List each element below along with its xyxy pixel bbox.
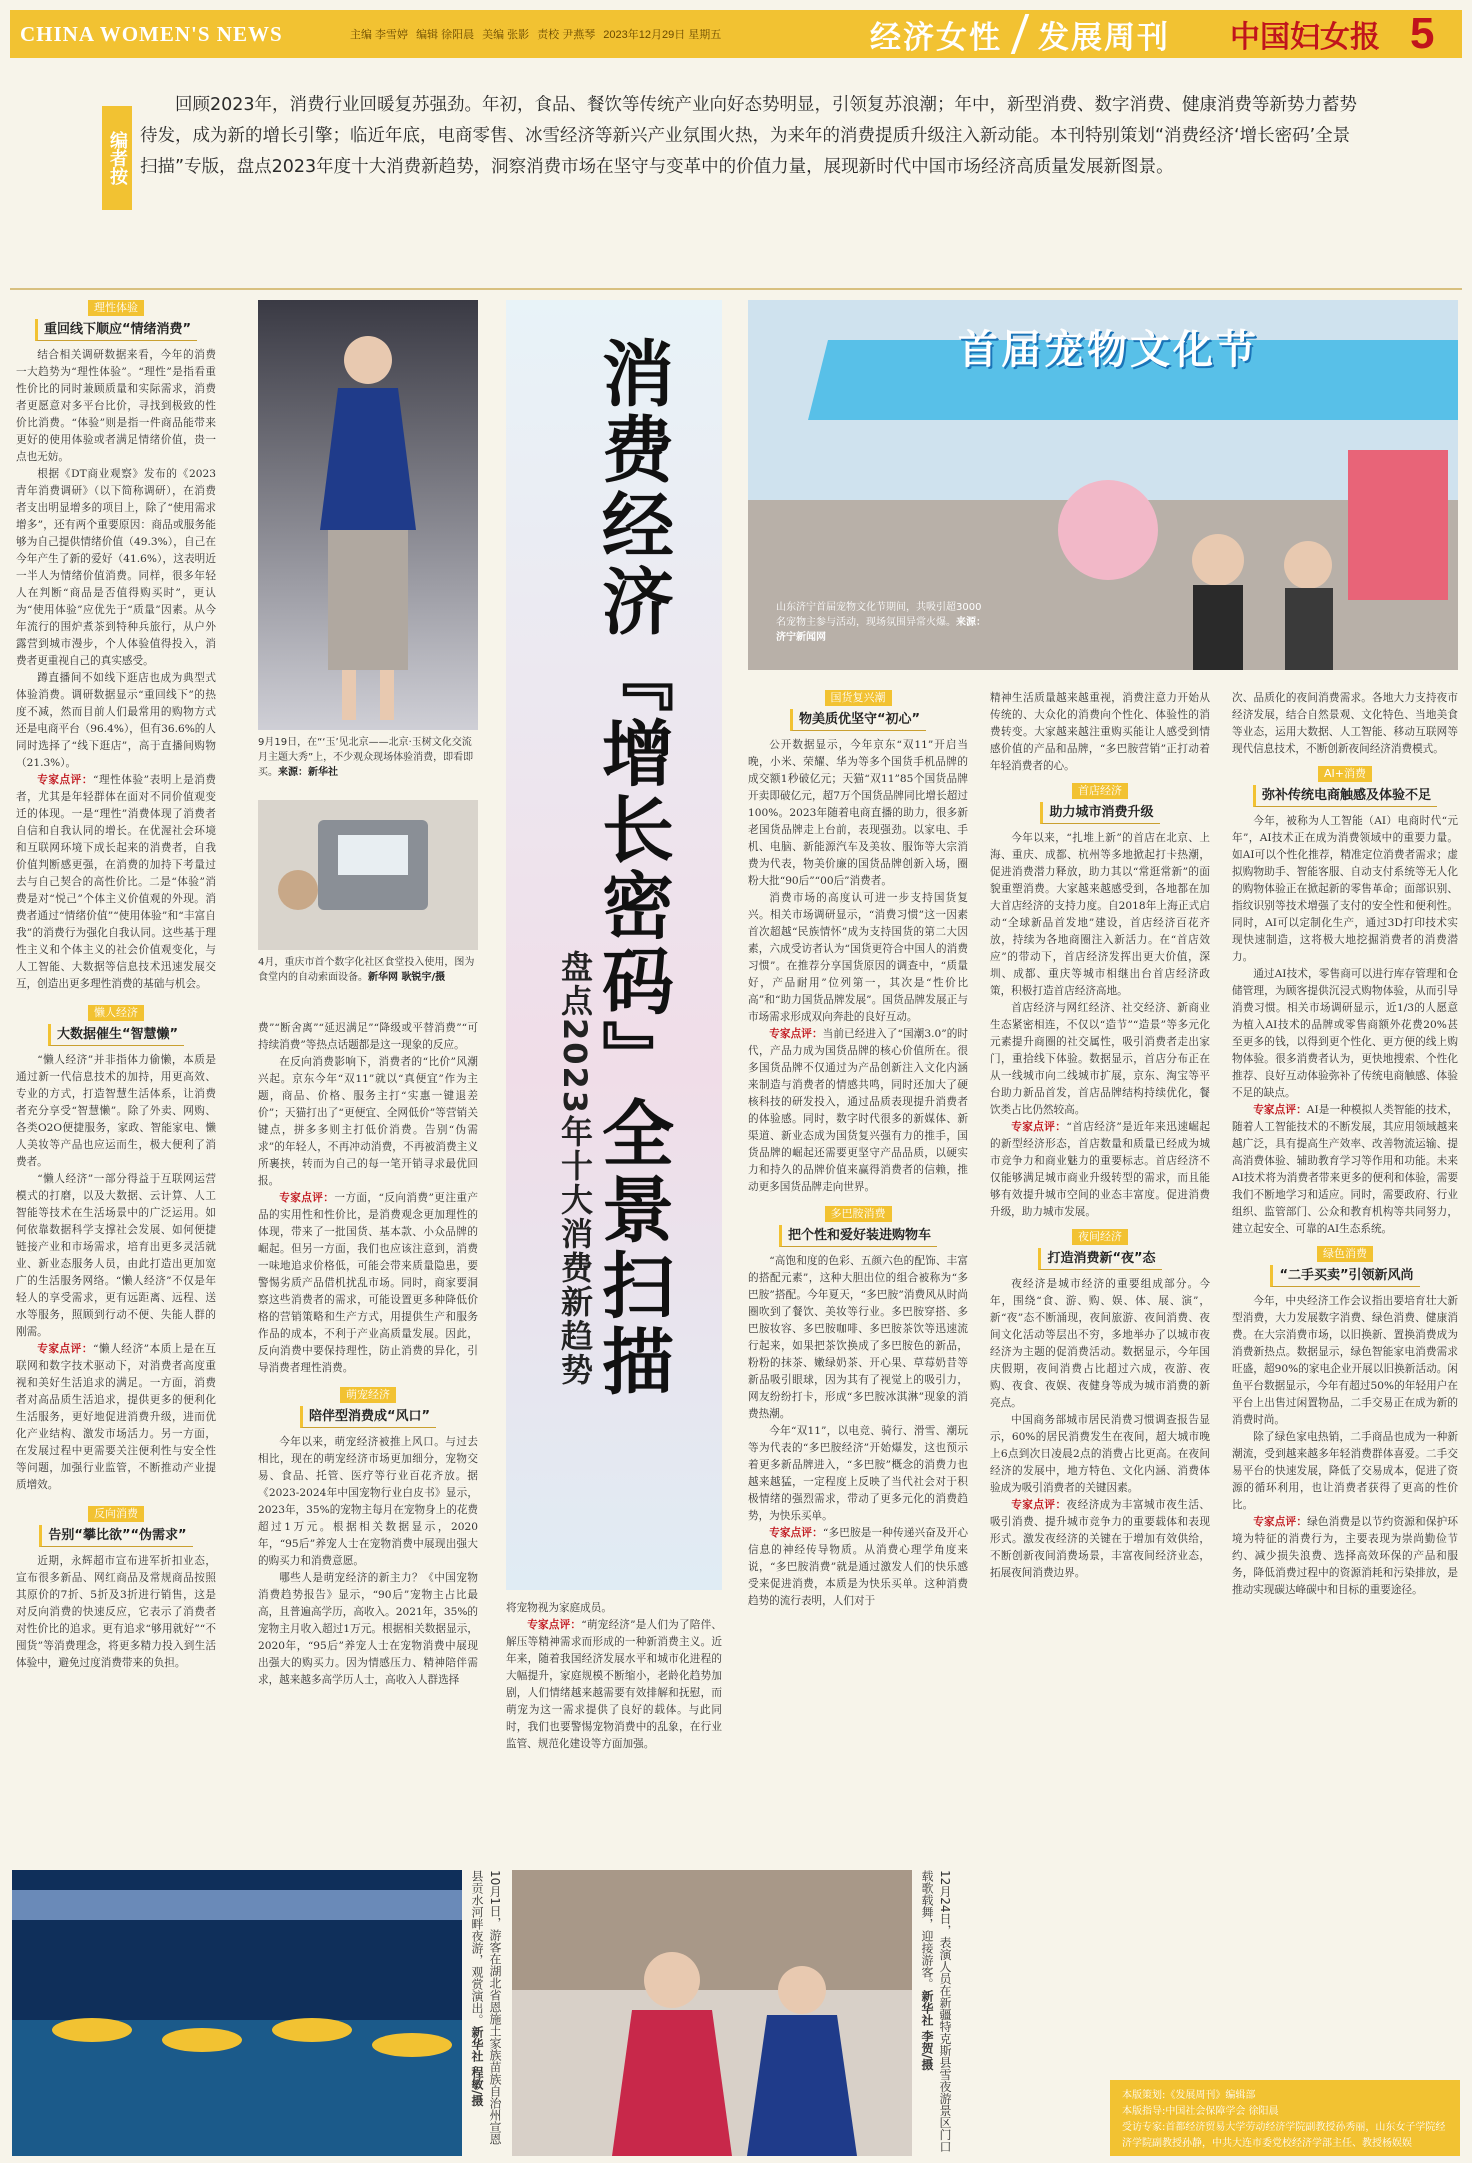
expert-text: “懒人经济”本质上是在互联网和数字技术驱动下，对消费者高度重视和美好生活追求的满足。一方面，消费者对高品质生活追求，提供更多的便利化生活服务，更好地促进消费升级，进而优化产业结构、激发市场活力。另一方面，在发展过程中更需要关注便利性与安全性等问题，加强行业监管，不断推动产业提质增效。 — [16, 1343, 216, 1491]
section-header — [1232, 1246, 1458, 1293]
expert-comment — [748, 1525, 968, 1610]
masthead-meta-item: 主编 李雪婷 — [350, 29, 409, 41]
caption-source: 来源：新华社 — [278, 767, 338, 778]
section-tag: 懒人经济 — [88, 1005, 144, 1021]
section-title: 弥补传统电商触感及体验不足 — [1253, 785, 1437, 807]
section-title: 物美质优坚守“初心” — [790, 709, 926, 731]
section-tag: 多巴胺消费 — [825, 1206, 892, 1222]
article-paragraph: 消费市场的高度认可进一步支持国货复兴。相关市场调研显示，“消费习惯”这一因素首次超越“民族情怀”成为支持国货的第二大因素，六成受访者认为“国货更符合中国人的消费习惯”。在推荐分享国货原因的调查中，“质量好，产品耐用”位列第一，其次是“性价比高”和“助力国货品牌发展”。国货品牌发展正与市场需求形成双向奔赴的良好互动。 — [748, 892, 968, 1023]
expert-comment — [16, 772, 216, 993]
article-paragraph: 首店经济与网红经济、社交经济、新商业生态紧密相连，不仅以“造节”“造景”等多元化元素提升商圈的社交属性，吸引消费者走出家门，重拾线下体验。数据显示，首店分布正在从一线城市向二线城市扩展，京东、淘宝等平台助力新品首发，首店品牌结构持续优化，餐饮类占比仍然较高。 — [990, 1002, 1210, 1116]
article-paragraph: 根据《DT商业观察》发布的《2023青年消费调研》（以下简称调研），在消费者支出明显增多的项目上，除了“使用需求增多”，还有两个重要原因：商品或服务能够为自己提供情绪价值（49.3%），自己在今年产生了新的爱好（41.6%），这表明近一半人为情绪价值消费。同样，很多年轻人在判断“商品是否值得购买时”，更认为“使用体验”应优先于“质量”因素。从今年流行的围炉煮茶到特种兵旅行，从户外露营到城市漫步，个人体验值得投入，消费者更重视自己的真实感受。 — [16, 468, 216, 667]
masthead-english-title: CHINA WOMEN'S NEWS — [20, 21, 283, 46]
section-title: 陪伴型消费成“风口” — [300, 1406, 436, 1428]
canteen-photo — [258, 800, 478, 950]
masthead-section: 经济女性 — [870, 19, 1002, 56]
expert-text: “首店经济”是近年来迅速崛起的新型经济形态，首店数量和质量已经成为城市竞争力和商业魅力的重要标志。首店经济不仅能够满足城市商业升级转型的需求，而且能够有效提升城市空间的业态丰富度。促进消费升级，助力城市发展。 — [990, 1121, 1210, 1218]
article-paragraph: 蹲直播间不如线下逛店也成为典型式体验消费。调研数据显示“重回线下”的热度不减，然而目前人们最常用的购物方式还是电商平台（96.4%），但有36.6%的人同时选择了“线下逛店”，高于直播间购物（21.3%）。 — [16, 672, 216, 769]
night-tour-photo — [12, 1870, 462, 2156]
caption-text: 山东济宁首届宠物文化节期间，共吸引超3000名宠物主参与活动，现场氛围异常火爆。 — [776, 602, 982, 628]
section-title: 把个性和爱好装进购物车 — [779, 1225, 937, 1247]
credit-line: 本版指导:中国社会保障学会 徐阳晨 — [1122, 2106, 1279, 2117]
article-paragraph: 今年“双11”，以电竞、骑行、滑雪、潮玩等为代表的“多巴胺经济”开始爆发，这也预示着更多新品牌进入，“多巴胺”概念的消费力也越来越猛，一定程度上反映了当代社会对于积极情绪的强烈需求，带动了更多元化的消费趋势，为快乐买单。 — [748, 1425, 968, 1522]
snow-festival-photo — [512, 1870, 912, 2156]
editor-note — [107, 90, 1360, 268]
main-headline: 消费经济『增长密码』全景扫描 — [590, 336, 675, 1400]
expert-text: “理性体验”表明上是消费者，尤其是年轻群体在面对不同价值观变迁的体现。一是“理性”消费体现了消费者自信和自我认同的增长。在优渥社会环境和互联网环境下成长起来的消费者，自我价值判断感更强，在消费的加持下考量过去与自己契合的高性价比。二是“体验”消费是对“悦己”个体主义价值观的外现。消费者通过“情绪价值”“使用体验”和“丰富自我”的消费行为强化自我认同。这些基于理性主义和个体主义的社会价值观变化，与人工智能、大数据等信息技术迅速发展交互，创造出更多理性消费的基础与机会。 — [16, 774, 216, 990]
article-column-2 — [258, 1020, 478, 1850]
expert-label: 专家点评： — [769, 1028, 823, 1040]
caption-source: 新华网 耿锐宇/摄 — [368, 972, 446, 983]
expert-label: 专家点评： — [279, 1192, 335, 1204]
photo-caption — [468, 1870, 504, 2156]
article-column-5 — [990, 690, 1210, 2070]
article-paragraph: 今年，被称为人工智能（AI）电商时代“元年”，AI技术正在成为消费领域中的重要力量。如AI可以个性化推荐，精准定位消费者需求；虚拟购物助手、智能客服、自动支付系统等无人化的购物体验正在掀起新的零售革命；面部识别、指纹识别等技术增强了支付的安全性和便利性。同时，AI可以定制化生产，通过3D打印技术实现快速制造，这将极大地挖掘消费者的消费潜力。 — [1232, 815, 1458, 963]
article-paragraph: 通过AI技术，零售商可以进行库存管理和仓储管理，为顾客提供沉浸式购物体验，从而引导消费习惯。相关市场调研显示，近1/3的人愿意为植入AI技术的品牌或零售商额外花费20%甚至更多的钱，以得到更个性化、更方便的线上购物体验。很多消费者认为，更快地搜索、个性化推荐、良好互动体验弥补了传统电商触感、体验不足的缺点。 — [1232, 968, 1458, 1099]
section-tag: 绿色消费 — [1317, 1246, 1373, 1262]
expert-comment — [990, 1497, 1210, 1582]
section-tag: 理性体验 — [88, 300, 144, 316]
article-paragraph: 今年以来，萌宠经济被推上风口。与过去相比，现在的萌宠经济市场更加细分，宠物交易、食品、托管、医疗等行业百花齐放。据《2023-2024年中国宠物行业白皮书》显示，2023年，35%的宠物主每月在宠物身上的花费超过1万元。根据相关数据显示，2020年，“95后”养宠人士在宠物消费中展现出强大的购买力和消费意愿。 — [258, 1436, 478, 1567]
expert-label: 专家点评： — [37, 774, 93, 786]
article-paragraph: 次、品质化的夜间消费需求。各地大力支持夜市经济发展，结合自然景观、文化特色、当地美食等业态，运用大数据、人工智能、移动互联网等现代信息技术，不断创新夜间经济消费模式。 — [1232, 692, 1458, 755]
section-header — [990, 783, 1210, 830]
caption-source: 来源：济宁新闻网 — [776, 617, 986, 643]
masthead — [10, 10, 1462, 58]
article-paragraph: 近期，永辉超市宣布进军折扣业态，宣布很多新品、网红商品及常规商品按照其原价的7折、5折及3折进行销售，这是对反向消费的快速反应，它表示了消费者对性价比的追求。更有追求“够用就好”“不囤货”等消费理念，将更多精力投入到生活体验中，避免过度消费带来的负担。 — [16, 1555, 216, 1669]
newspaper-logo: 中国妇女报 — [1230, 20, 1380, 55]
expert-comment — [258, 1190, 478, 1377]
section-header — [990, 1229, 1210, 1276]
night-tour-image — [12, 1870, 462, 2156]
sub-headline: 盘点2023年十大消费新趋势 — [556, 950, 594, 1388]
section-title: 打造消费新“夜”态 — [1038, 1248, 1161, 1270]
article-paragraph: 今年以来，“扎堆上新”的首店在北京、上海、重庆、成都、杭州等多地掀起打卡热潮，促进消费潜力释放，助力其以“常逛常新”的面貌重塑消费。大家越来越感受到，各地都在加大首店经济的支持力度。自2018年上海正式启动“全球新品首发地”建设，首店经济百花齐放，持续为各地商圈注入新活力。在“首店效应”的带动下，首店经济发挥出更大价值，深圳、成都、重庆等城市相继出台首店经济政策，积极打造首店经济高地。 — [990, 832, 1210, 997]
section-tag: 国货复兴潮 — [825, 690, 892, 706]
masthead-meta-item: 编辑 徐阳晨 — [416, 29, 475, 41]
expert-label: 专家点评： — [769, 1527, 823, 1539]
article-paragraph: “懒人经济”并非指体力偷懒，本质是通过新一代信息技术的加持，用更高效、专业的方式，打造智慧生活体系，让消费者充分享受“智慧懒”。除了外卖、网购、各类O2O便捷服务，家政、智能家电、懒人美妆等产品也应运而生，极大便利了消费者。 — [16, 1054, 216, 1168]
section-header — [16, 1005, 216, 1052]
expert-text: 当前已经进入了“国潮3.0”的时代，产品力成为国货品牌的核心价值所在。很多国货品牌不仅通过为产品创新注入文化内涵来制造与消费者的情感共鸣，同时还加大了硬核科技的研发投入，通过品质表现提升消费者的体验感。同时，数字时代很多的新媒体、新渠道、新业态成为国货复兴强有力的推手，国货品牌的崛起还需要更坚守产品品质，以硬实力和持久的品牌价值来赢得消费者的信赖，推动更多国货品牌走向世界。 — [748, 1028, 968, 1193]
article-paragraph: 哪些人是萌宠经济的新主力？《中国宠物消费趋势报告》显示，“90后”宠物主占比最高，且普遍高学历，高收入。2021年，35%的宠物主月收入超过1万元。根据相关数据显示，2020年，“95后”养宠人士在宠物消费中展现出强大的购买力。因为情感压力、精神陪伴需求，越来越多高学历人士，高收入人群选择 — [258, 1572, 478, 1686]
section-title: 告别“攀比欲”“伪需求” — [39, 1525, 192, 1547]
canteen-image — [258, 800, 478, 950]
section-title: 重回线下顺应“情绪消费” — [35, 319, 197, 341]
expert-comment — [990, 1119, 1210, 1221]
divider — [10, 288, 1462, 290]
fashion-show-image — [258, 300, 478, 730]
section-header — [16, 300, 216, 347]
photo-caption — [918, 1870, 954, 2156]
credit-line: 本版策划:《发展周刊》编辑部 — [1122, 2090, 1256, 2101]
caption-text: 10月1日，游客在湖北省恩施土家族苗族自治州宣恩县贡水河畔夜游，观赏演出。 — [470, 1870, 502, 2145]
expert-comment — [748, 1026, 968, 1196]
expert-label: 专家点评： — [1011, 1499, 1067, 1511]
article-paragraph: 将宠物视为家庭成员。 — [506, 1602, 612, 1614]
article-paragraph: “懒人经济”一部分得益于互联网运营模式的打磨，以及大数据、云计算、人工智能等技术在生活场景中的广泛运用。如何依靠数据科学支撑社会发展、如何便捷链接产业和市场需求，培育出更多灵活就业、新业态服务人员，由此打造出更加宽广的生活服务网络。“懒人经济”不仅是年轻人的享受需求，更有远距离、远程、送水等服务，照顾到行动不便、失能人群的刚需。 — [16, 1173, 216, 1338]
section-header — [1232, 766, 1458, 813]
expert-label: 专家点评： — [1253, 1104, 1307, 1116]
expert-comment — [16, 1341, 216, 1494]
editor-note-badge: 编者按 — [102, 106, 132, 210]
expert-label: 专家点评： — [527, 1619, 582, 1631]
section-header — [258, 1387, 478, 1434]
article-column-6 — [1232, 690, 1458, 2070]
masthead-divider — [1011, 14, 1030, 54]
article-column-4 — [748, 690, 968, 1850]
section-title: 助力城市消费升级 — [1040, 802, 1159, 824]
section-header — [16, 1506, 216, 1553]
section-tag: AI+消费 — [1318, 766, 1372, 782]
section-tag: 首店经济 — [1072, 783, 1128, 799]
section-title: “二手买卖”引领新风尚 — [1270, 1265, 1419, 1287]
caption-text: 4月，重庆市首个数字化社区食堂投入使用，图为食堂内的自动索面设备。 — [258, 957, 475, 983]
article-paragraph: “高饱和度的色彩、五颜六色的配饰、丰富的搭配元素”，这种大胆出位的组合被称为“多巴胺”搭配。今年夏天，“多巴胺”消费风从时尚圈吹到了餐饮、美妆等行业。多巴胺穿搭、多巴胺妆容、多巴胺咖啡、多巴胺茶饮等迅速流行起来，如果把茶饮换成了多巴胺色的新品，粉粉的抹茶、嫩绿奶茶、开心果、草莓奶昔等新品吸引眼球，因为其有了视觉上的吸引力，网友纷纷打卡，形成“多巴胺冰淇淋”现象的消费热潮。 — [748, 1255, 968, 1420]
expert-text: 一方面，“反向消费”更注重产品的实用性和性价比，是消费观念更加理性的体现，带来了一批国货、基本款、小众品牌的崛起。但另一方面，我们也应该注意到，消费一味地追求价格低，可能会带来质量隐患，要警惕劣质产品借机扰乱市场。同时，商家要洞察这些消费者的需求，可能设置更多种降低价格的营销策略和生产方式，用提供生产和服务作品的成本，不利于产业高质量发展。因此，反向消费中要保持理性，防止消费的异化，引导消费者理性消费。 — [258, 1192, 478, 1374]
masthead-meta-item: 2023年12月29日 星期五 — [603, 29, 722, 41]
article-paragraph: 在反向消费影响下，消费者的“比价”风潮兴起。京东今年“双11”就以“真便宜”作为主题，商品、价格、服务主打“实惠一键退差价”；天猫打出了“更便宜、全网低价”等营销关键点，拼多多则主打低价消费。告别“伪需求”的年轻人，不再冲动消费，不再被消费主义所裹挟，转而为自己的每一笔开销寻求最优回报。 — [258, 1056, 478, 1187]
article-paragraph: 今年，中央经济工作会议指出要培育壮大新型消费，大力发展数字消费、绿色消费、健康消费。在大宗消费市场，以旧换新、置换消费成为消费新热点。数据显示，绿色智能家电消费需求旺盛，超90%的家电企业开展以旧换新活动。闲鱼平台数据显示，今年有超过50%的年轻用户在平台上出售过闲置物品，二手交易正在成为新的消费时尚。 — [1232, 1295, 1458, 1426]
pet-festival-banner: 首届宠物文化节 — [958, 327, 1259, 373]
article-column-1 — [16, 300, 216, 1850]
photo-caption — [776, 600, 986, 645]
masthead-meta — [350, 26, 830, 42]
article-paragraph: 除了绿色家电热销，二手商品也成为一种新潮流，受到越来越多年轻消费群体喜爱。二手交易平台的快速发展，降低了交易成本，促进了资源的循环利用，也让消费者获得了更高的性价比。 — [1232, 1431, 1458, 1511]
snow-festival-image — [512, 1870, 912, 2156]
expert-label: 专家点评： — [1011, 1121, 1067, 1133]
article-paragraph: 精神生活质量越来越重视，消费注意力开始从传统的、大众化的消费向个性化、体验性的消费转变。大家越来越注重购买能让人感受到情感价值的产品和品牌，“多巴胺营销”正打动着年轻消费者的心。 — [990, 692, 1210, 772]
caption-source: 新华社 程敏/摄 — [470, 2026, 484, 2107]
editorial-credits — [1110, 2080, 1460, 2156]
expert-text: “多巴胺是一种传递兴奋及开心信息的神经传导物质。从消费心理学角度来说，“多巴胺消费”就是通过激发人们的快乐感受来促进消费，本质是为快乐买单。这种消费趋势的流行表明，人们对于 — [748, 1527, 968, 1607]
expert-text: “萌宠经济”是人们为了陪伴、解压等精神需求而形成的一种新消费主义。近年来，随着我国经济发展水平和城市化进程的大幅提升，家庭规模不断缩小，老龄化趋势加剧，人们情绪越来越需要有效排解和抚慰，而萌宠为这一需求提供了良好的载体。与此同时，我们也要警惕宠物消费中的乱象，在行业监管、规范化建设等方面加强。 — [506, 1619, 722, 1750]
section-header — [748, 690, 968, 737]
article-paragraph: 夜经济是城市经济的重要组成部分。今年，围绕“食、游、购、娱、体、展、演”，新“夜”态不断涌现，夜间旅游、夜间消费、夜间文化活动等层出不穷，多地举办了以城市夜经济为主题的促消费活动。数据显示，今年国庆假期，夜间消费占比超过六成，夜游、夜购、夜食、夜娱、夜健身等成为城市消费的新亮点。 — [990, 1278, 1210, 1409]
pet-festival-photo — [748, 300, 1458, 670]
page-number: 5 — [1410, 9, 1435, 58]
headline-band — [506, 300, 722, 1590]
editor-note-text: 回顾2023年，消费行业回暖复苏强劲。年初，食品、餐饮等传统产业向好态势明显，引领复苏浪潮；年中，新型消费、数字消费、健康消费等新势力蓄势待发，成为新的增长引擎；临近年底，电商零售、冰雪经济等新兴产业氛围火热，为来年的消费提质升级注入新动能。本刊特别策划“消费经济‘增长密码’全景扫描”专版，盘点2023年度十大消费新趋势，洞察消费市场在坚守与变革中的价值力量，展现新时代中国市场经济高质量发展新图景。 — [140, 95, 1358, 177]
expert-text: 夜经济成为丰富城市夜生活、吸引消费、提升城市竞争力的重要载体和表现形式。激发夜经济的关键在于增加有效供给，不断创新夜间消费场景，丰富夜间经济业态，拓展夜间消费边界。 — [990, 1499, 1210, 1579]
article-column-3 — [506, 1600, 722, 1850]
article-paragraph: 结合相关调研数据来看，今年的消费一大趋势为“理性体验”。“理性”是指看重性价比的同时兼顾质量和实际需求，消费者更愿意对多平台比价，寻找到极致的性价比消费。“体验”则是指一件商品能带来更好的使用体验或者满足情绪价值，贵一点也无妨。 — [16, 349, 216, 463]
caption-source: 新华社 李贺/摄 — [920, 1990, 934, 2071]
expert-comment — [1232, 1102, 1458, 1238]
masthead-meta-item: 美编 张影 — [482, 29, 530, 41]
article-paragraph: 中国商务部城市居民消费习惯调查报告显示，60%的居民消费发生在夜间，超大城市晚上6点到次日凌晨2点的消费占比更高。在夜间经济的发展中，地方特色、文化内涵、消费体验成为吸引消费者的关键因素。 — [990, 1414, 1210, 1494]
fashion-show-photo — [258, 300, 478, 730]
caption-text: 9月19日，在“‘玉’见北京——北京·玉树文化交流月主题大秀”上，不少观众现场体验消费，即看即买。 — [258, 737, 474, 778]
masthead-meta-item: 责校 尹燕琴 — [537, 29, 596, 41]
caption-text: 12月24日，表演人员在新疆特克斯县雪夜游景区门口载歌载舞，迎接游客。 — [920, 1870, 952, 2153]
section-tag: 萌宠经济 — [340, 1387, 396, 1403]
article-paragraph: 公开数据显示，今年京东“双11”开启当晚，小米、荣耀、华为等多个国货手机品牌的成交额1秒破亿元；天猫“双11”85个国货品牌开卖即破亿元，超7万个国货品牌同比增长超过100%。2023年随着电商直播的助力，很多新老国货品牌走上台前，表现强劲。以家电、手机、电脑、新能源汽车及美妆、服饰等大宗消费为代表，物美价廉的国货品牌创新入场，圈粉大批“90后”“00后”消费者。 — [748, 739, 968, 887]
expert-text: AI是一种模拟人类智能的技术，随着人工智能技术的不断发展，其应用领域越来越广泛，具有提高生产效率、改善物流运输、提高消费体验、辅助教育学习等作用和功能。未来AI技术将为消费者带来更多的便利和体验，需要我们不断地学习和适应。同时，需要政府、行业组织、监管部门、公众和教育机构等共同努力，建立起安全、可靠的AI生态系统。 — [1232, 1104, 1458, 1235]
section-header — [748, 1206, 968, 1253]
expert-label: 专家点评： — [37, 1343, 93, 1355]
expert-comment — [506, 1617, 722, 1753]
section-tag: 反向消费 — [88, 1506, 144, 1522]
expert-comment — [1232, 1514, 1458, 1599]
photo-caption — [258, 735, 478, 780]
credit-line: 受访专家:首都经济贸易大学劳动经济学院副教授孙秀丽，山东女子学院经济学院副教授孙静，中共大连市委党校经济学部主任、教授杨娱娱 — [1122, 2122, 1446, 2149]
expert-label: 专家点评： — [1253, 1516, 1308, 1528]
article-paragraph: 费”“断舍离”“延迟满足”“降级或平替消费”“可持续消费”等热点话题都是这一现象的反应。 — [258, 1022, 478, 1051]
section-tag: 夜间经济 — [1072, 1229, 1128, 1245]
section-title: 大数据催生“智慧懒” — [48, 1024, 184, 1046]
masthead-section-2: 发展周刊 — [1038, 19, 1170, 56]
photo-caption — [258, 955, 478, 985]
expert-text: 绿色消费是以节约资源和保护环境为特征的消费行为，主要表现为崇尚勤俭节约、减少损失浪费、选择高效环保的产品和服务，降低消费过程中的资源消耗和污染排放，是推动实现碳达峰碳中和目标的重要途径。 — [1232, 1516, 1458, 1596]
